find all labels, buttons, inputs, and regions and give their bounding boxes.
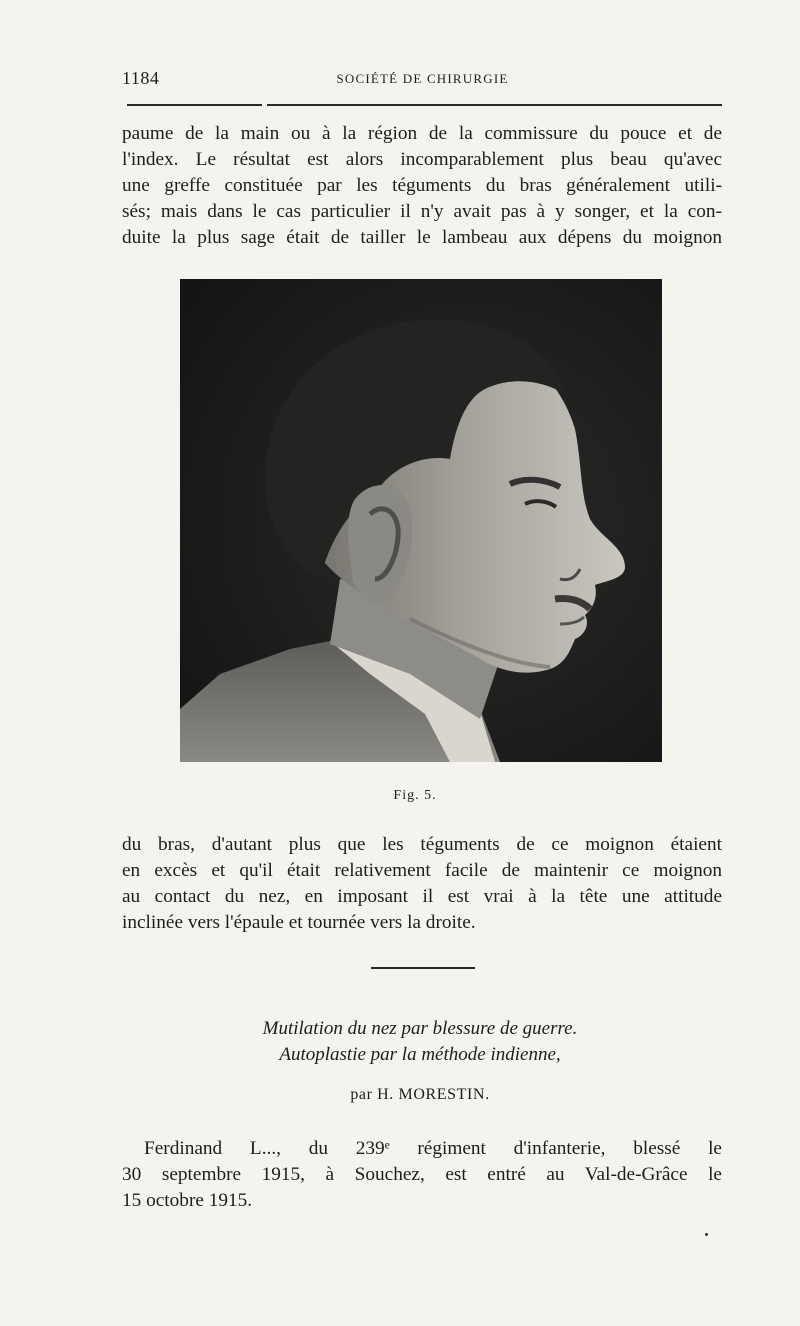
text-line: duite la plus sage était de tailler le lambeau aux dépens du moignon — [122, 227, 722, 248]
text-line: 15 octobre 1915. — [122, 1190, 253, 1211]
text-line: au contact du nez, en imposant il est vrai à la tête une attitude — [122, 886, 722, 907]
text-line: une greffe constituée par les téguments du bras généralement utili- — [122, 175, 722, 196]
article-title-line2: Autoplastie par la méthode indienne, — [279, 1044, 561, 1065]
text-line: paume de la main ou à la région de la commissure du pouce et de — [122, 123, 722, 144]
print-speck — [705, 1233, 708, 1236]
header-rule-right — [267, 104, 722, 106]
section-separator — [371, 967, 475, 969]
text-line: inclinée vers l'épaule et tournée vers la droite. — [122, 912, 476, 933]
text-line: du bras, d'autant plus que les téguments de ce moignon étaient — [122, 834, 722, 855]
article-title-line1: Mutilation du nez par blessure de guerre. — [262, 1018, 578, 1039]
profile-portrait-image — [180, 279, 662, 762]
header-rule-left — [127, 104, 262, 106]
text-line: Ferdinand L..., du 239ᵉ régiment d'infanterie, blessé le — [144, 1138, 722, 1159]
text-line: sés; mais dans le cas particulier il n'y avait pas à y songer, et la con- — [122, 201, 722, 222]
portrait-photograph — [180, 279, 662, 762]
paragraph-top — [122, 121, 722, 251]
paragraph-bottom — [122, 1136, 722, 1214]
running-title: SOCIÉTÉ DE CHIRURGIE — [336, 71, 509, 86]
article-byline: par H. MORESTIN. — [350, 1086, 490, 1103]
text-line: 30 septembre 1915, à Souchez, est entré au Val-de-Grâce le — [122, 1164, 722, 1185]
text-line: l'index. Le résultat est alors incomparablement plus beau qu'avec — [122, 149, 722, 170]
page-number: 1184 — [122, 68, 160, 88]
paragraph-middle — [122, 832, 722, 936]
text-line: en excès et qu'il était relativement facile de maintenir ce moignon — [122, 860, 722, 881]
figure-caption: Fig. 5. — [393, 788, 437, 803]
